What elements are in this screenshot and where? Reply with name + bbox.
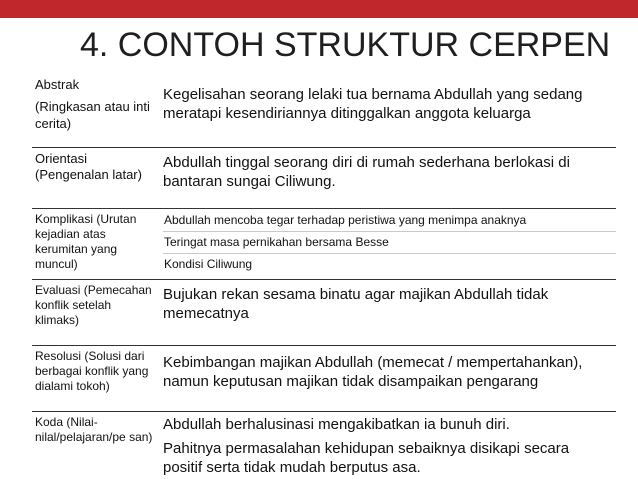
slide-title: 4. CONTOH STRUKTUR CERPEN [80, 26, 611, 64]
row-label: Evaluasi (Pemecahan konflik setelah klimaks) [35, 283, 152, 327]
complication-item: Abdullah mencoba tegar terhadap peristiwa yang menimpa anaknya [163, 211, 616, 232]
table-row-orientasi [32, 148, 616, 208]
row-label-sub: (Ringkasan atau inti cerita) [35, 99, 150, 131]
row-label: Koda (Nilai-nilal/pelajaran/pe san) [35, 415, 153, 444]
table-row-koda [32, 412, 616, 475]
row-label: Resolusi (Solusi dari berbagai konflik yang dialami tokoh) [35, 349, 149, 393]
row-content: Bujukan rekan sesama binatu agar majikan Abdullah tidak memecatnya [163, 286, 549, 322]
top-accent-bar [0, 0, 638, 18]
row-content [163, 412, 616, 475]
complication-item: Teringat masa pernikahan bersama Besse [163, 233, 616, 254]
row-content: Kebimbangan majikan Abdullah (memecat / mempertahankan), namun keputusan majikan tidak disampaikan pengarang [163, 354, 583, 390]
row-label: Orientasi (Pengenalan latar) [35, 151, 142, 183]
table-row-evaluasi [32, 280, 616, 345]
table-row-komplikasi [32, 209, 616, 279]
row-content: Abdullah tinggal seorang diri di rumah sederhana berlokasi di bantaran sungai Ciliwung. [163, 154, 570, 190]
table-row-resolusi [32, 346, 616, 411]
row-content-line: Abdullah berhalusinasi mengakibatkan ia bunuh diri. [163, 416, 510, 433]
row-content-line: Pahitnya permasalahan kehidupan sebaiknya disikapi secara positif serta tidak mudah berputus asa. [163, 439, 570, 476]
table-row-abstrak [32, 74, 616, 147]
complication-item: Kondisi Ciliwung [164, 257, 253, 271]
row-label [32, 74, 158, 147]
row-content: Kegelisahan seorang lelaki tua bernama Abdullah yang sedang meratapi kesendiriannya ditinggalkan anggota keluarga [163, 86, 583, 122]
row-label-title: Abstrak [35, 77, 80, 92]
structure-table [32, 74, 616, 475]
row-label: Komplikasi (Urutan kejadian atas kerumitan yang muncul) [35, 212, 137, 271]
